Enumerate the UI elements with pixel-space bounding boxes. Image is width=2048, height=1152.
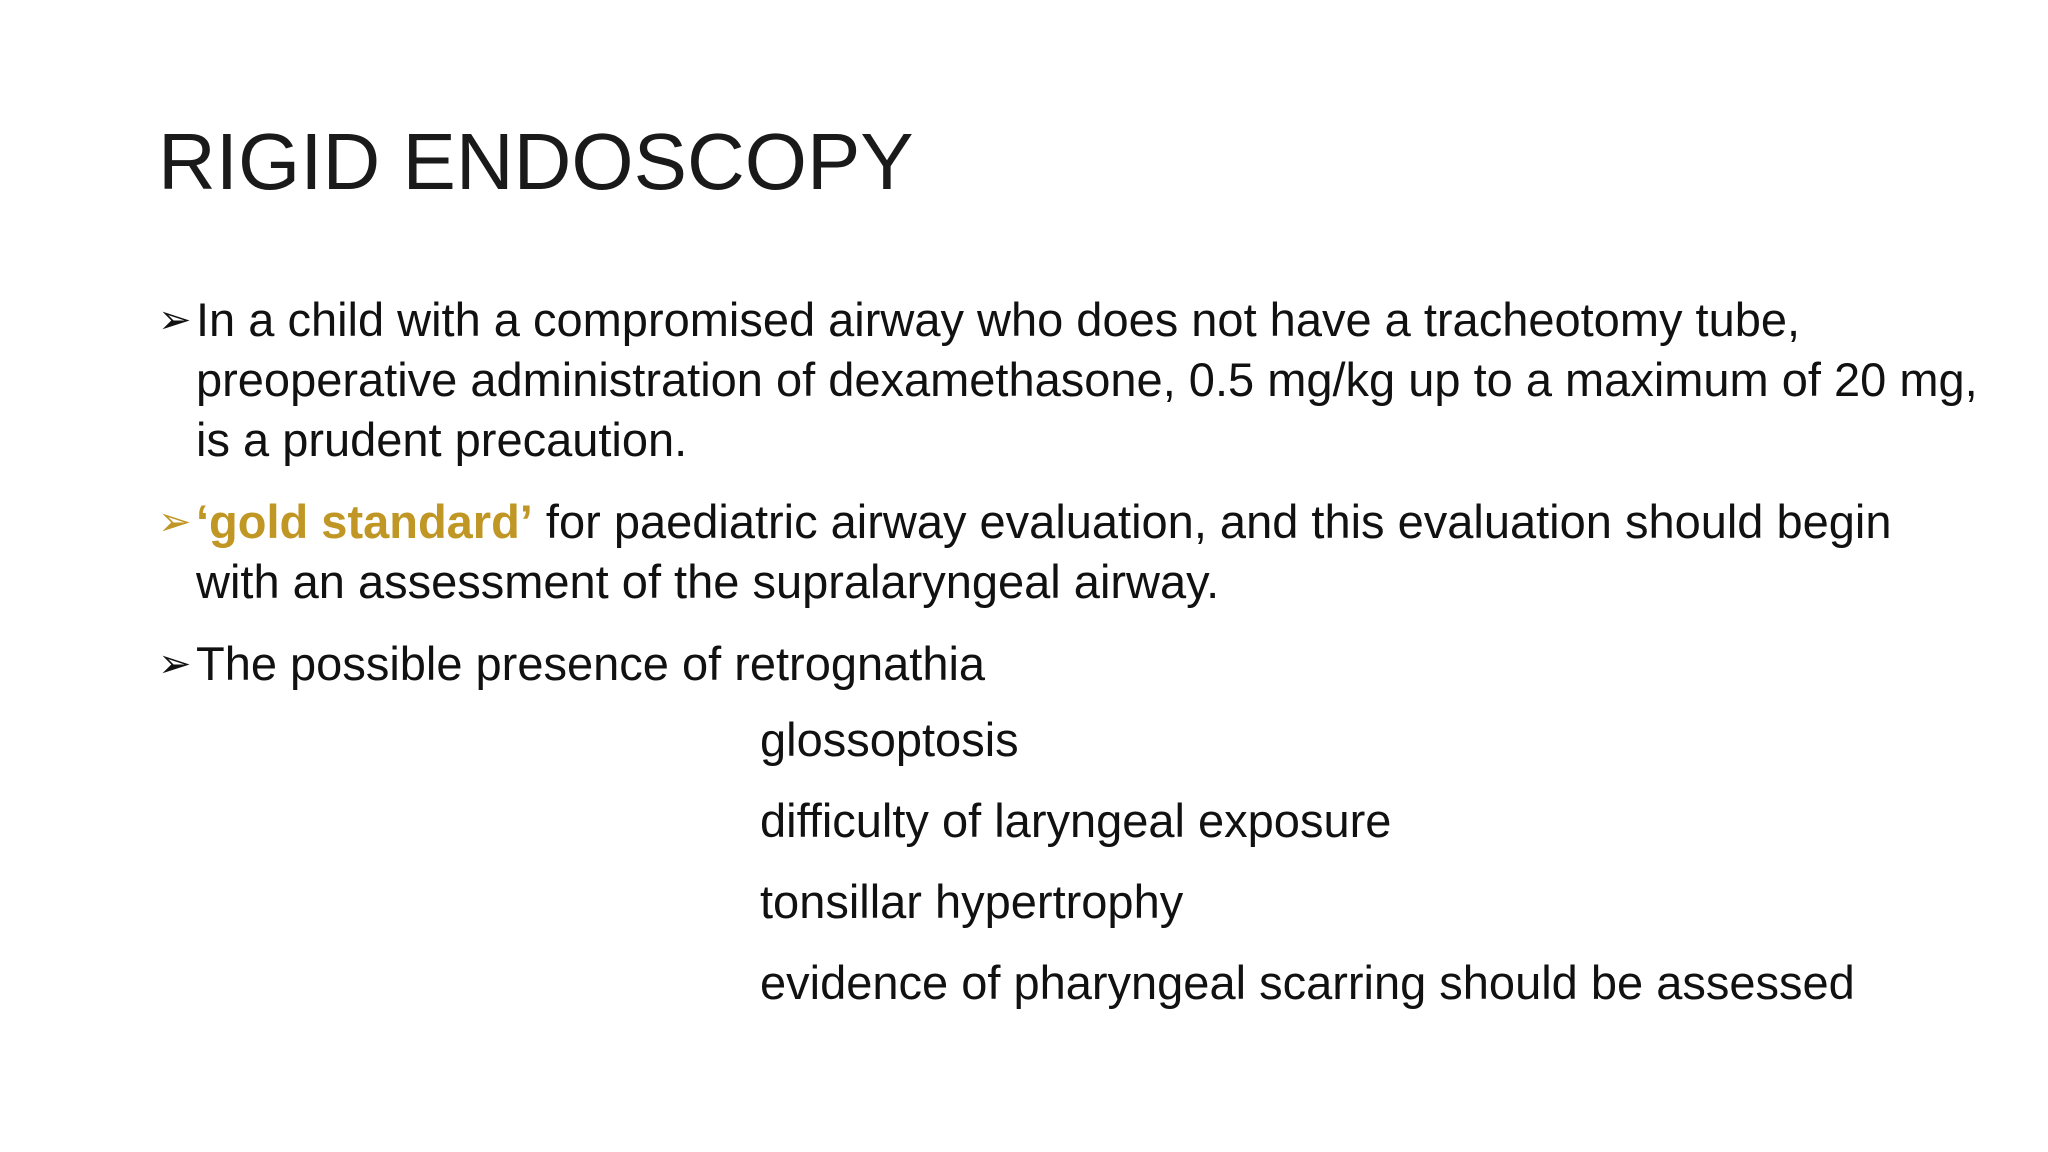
slide-title: RIGID ENDOSCOPY xyxy=(158,117,914,206)
arrow-bullet-icon: ➢ xyxy=(158,500,192,544)
sub-item-list xyxy=(760,710,1855,1034)
sub-item: tonsillar hypertrophy xyxy=(760,875,1184,928)
bullet-item xyxy=(158,492,1978,612)
bullet-text: The possible presence of retrognathia xyxy=(196,637,986,690)
bullet-text: for paediatric airway evaluation, and this evaluation should begin with an assessment of the supralaryngeal airway. xyxy=(196,495,1892,608)
bullet-item xyxy=(158,634,1978,694)
sub-item: evidence of pharyngeal scarring should be assessed xyxy=(760,956,1855,1009)
bullet-text: In a child with a compromised airway who does not have a tracheotomy tube, preoperative administration of dexamethasone, 0.5 mg/kg up to a maximum of 20 mg, is a prudent precaution. xyxy=(196,293,1978,466)
arrow-bullet-icon: ➢ xyxy=(158,298,192,342)
bullet-list xyxy=(158,290,1978,716)
sub-item: difficulty of laryngeal exposure xyxy=(760,794,1392,847)
sub-item: glossoptosis xyxy=(760,713,1019,766)
gold-standard-highlight: ‘gold standard’ xyxy=(196,495,533,548)
bullet-item xyxy=(158,290,1978,470)
arrow-bullet-icon: ➢ xyxy=(158,642,192,686)
